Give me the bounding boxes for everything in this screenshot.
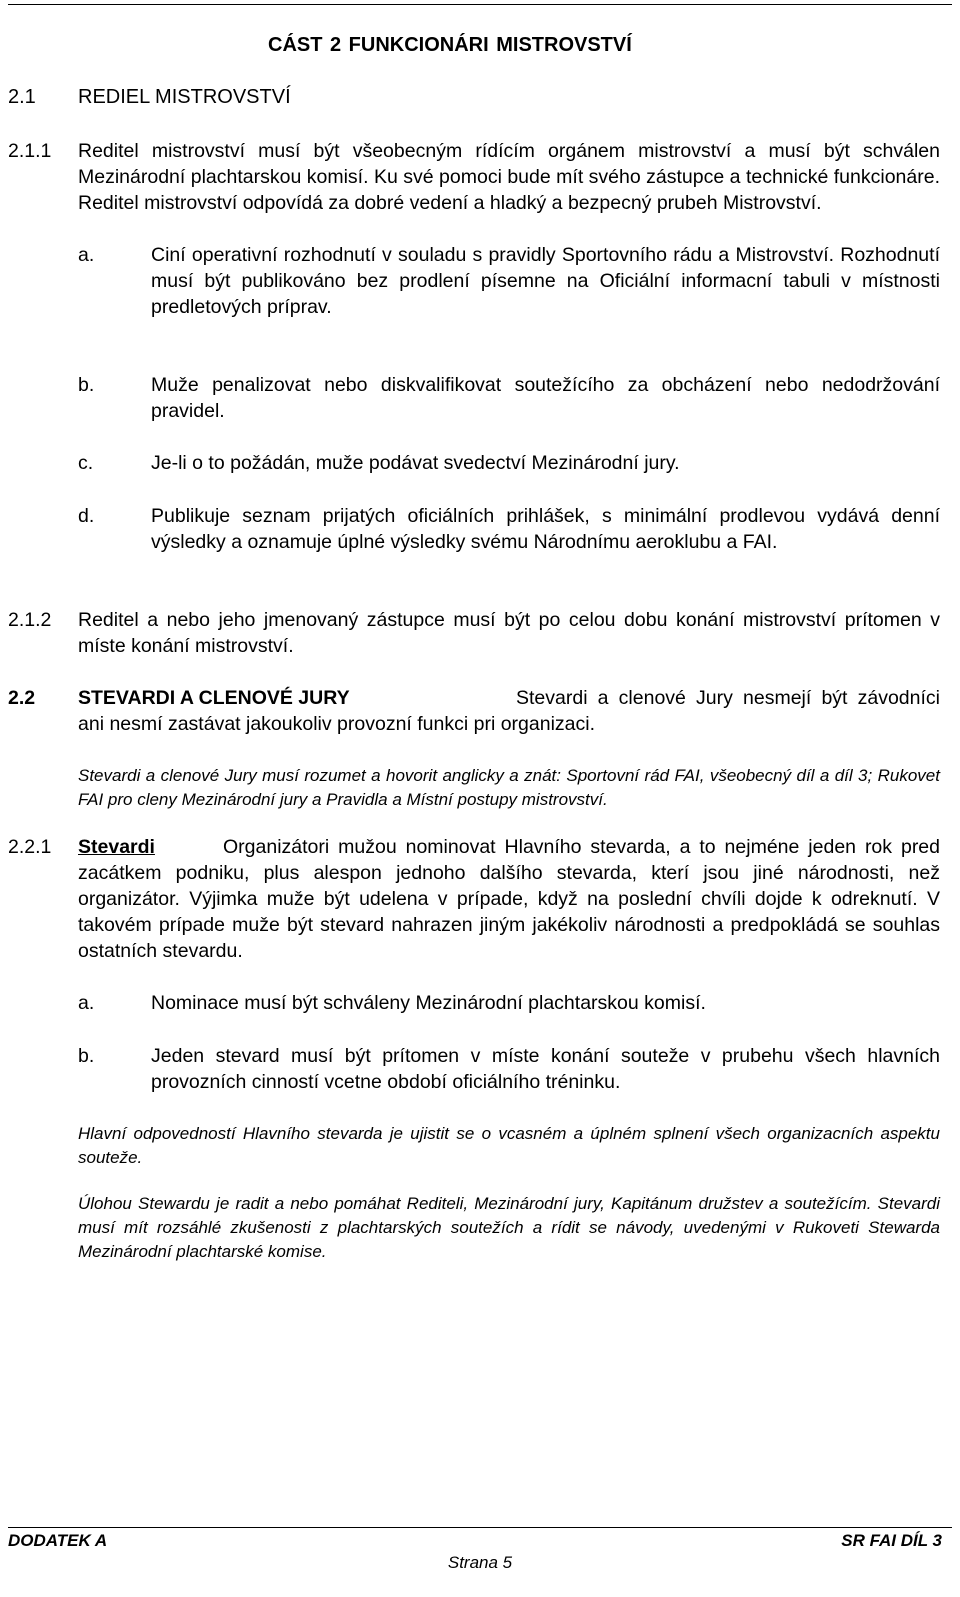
list-letter: a. [78,244,95,266]
top-rule [8,4,952,5]
paragraph-text: Reditel mistrovství musí být všeobecným rídícím orgánem mistrovství a musí být schválen Mezinárodní plachtarskou komisí. Ku své pomoci bude mít svého zástupce a technické funkcionáre. Reditel mistrovství odpovídá za dobré vedení a hladký a bezpecný prubeh Mistrovství. [78,140,940,214]
list-item [78,242,940,320]
list-letter: b. [78,1045,95,1067]
list-text: Nominace musí být schváleny Mezinárodní plachtarskou komisí. [151,992,706,1014]
list-item [78,503,940,555]
paragraph-2-1-2 [8,607,940,659]
paragraph-text: Reditel a nebo jeho jmenovaný zástupce musí být po celou dobu konání mistrovství prítomen v míste konání mistrovství. [78,609,940,657]
page-number: Strana 5 [447,1553,513,1572]
italic-note: Hlavní odpovedností Hlavního stevarda je ujistit se o vcasném a úplném splnení všech organizacních aspektu souteže. [78,1124,940,1167]
italic-note: Úlohou Stewardu je radit a nebo pomáhat Rediteli, Mezinárodní jury, Kapitánum družstev a soutežícím. Stevardi musí mít rozsáhlé zkušenosti z plachtarských soutežích a rídit se návody, uvedenými v Rukoveti Stewarda Mezinárodní plachtarské komise. [78,1194,940,1261]
italic-note: Stevardi a clenové Jury musí rozumet a hovorit anglicky a znát: Sportovní rád FAI, všeobecný díl a díl 3; Rukovet FAI pro cleny Mezinárodní jury a Pravidla a Místní postupy mistrovství. [78,766,940,809]
list-letter: b. [78,374,95,396]
footer-right: SR FAI DÍL 3 [841,1531,942,1550]
list-text: Muže penalizovat nebo diskvalifikovat soutežícího za obcházení nebo nedodržování pravidel. [151,374,940,422]
paragraph-2-2-1 [8,834,940,964]
section-title: STEVARDI A CLENOVÉ JURY [78,687,350,709]
paragraph-number: 2.2.1 [8,836,52,858]
paragraph-2-1-1 [8,138,940,216]
part-title: CÁST 2 FUNKCIONÁRI MISTROVSTVÍ [268,34,632,56]
list-letter: a. [78,992,95,1014]
list-text: Je-li o to požádán, muže podávat svedectví Mezinárodní jury. [151,452,680,474]
list-item [78,372,940,424]
paragraph-title: Stevardi [78,836,155,858]
list-letter: d. [78,505,95,527]
footer-rule [8,1527,952,1528]
section-number: 2.2 [8,687,36,709]
paragraph-text: Organizátori mužou nominovat Hlavního stevarda, a to nejméne jeden rok pred zacátkem podniku, plus alespon jednoho dalšího stevarda, kterí jsou jiné národnosti, než organizátor. Výjimka muže být udelena v prípade, když na poslední chvíli dojde k odreknutí. V takovém prípade muže být stevard nahrazen jiným jakékoliv národnosti a predpokládá se souhlas ostatních stevardu. [78,836,940,962]
list-item [78,450,940,476]
footer-left: DODATEK A [8,1531,108,1550]
list-text: Publikuje seznam prijatých oficiálních prihlášek, s minimální prodlevou vydává denní výsledky a oznamuje úplné výsledky svému Národnímu aeroklubu a FAI. [151,505,940,553]
list-letter: c. [78,452,94,474]
paragraph-number: 2.1.2 [8,609,52,631]
list-text: Ciní operativní rozhodnutí v souladu s pravidly Sportovního rádu a Mistrovství. Rozhodnutí musí být publikováno bez prodlení písemne na Oficiální informacní tabuli v místnosti predletových príprav. [151,244,940,318]
section-title: REDIEL MISTROVSTVÍ [78,86,291,108]
list-item [78,1043,940,1095]
section-heading-2-1 [8,86,291,109]
list-item [78,990,940,1016]
section-2-2 [8,685,940,737]
section-text: Stevardi a clenové Jury nesmejí být závodníci ani nesmí zastávat jakoukoliv provozní funkci pri organizaci. [78,687,940,735]
section-number: 2.1 [8,86,36,108]
paragraph-number: 2.1.1 [8,140,52,162]
list-text: Jeden stevard musí být prítomen v míste konání souteže v prubehu všech hlavních provozních cinností vcetne období oficiálního tréninku. [151,1045,940,1093]
